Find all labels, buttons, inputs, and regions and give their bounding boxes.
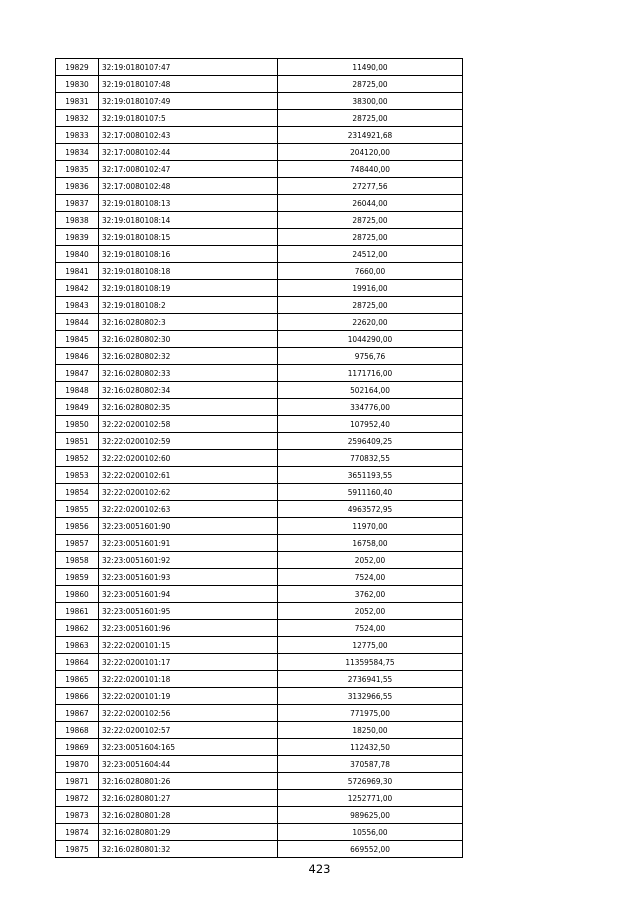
row-number-cell: 19868 [56, 722, 99, 739]
table-row [56, 93, 463, 110]
cadastral-number-cell: 32:16:0280801:27 [99, 790, 278, 807]
value-cell: 1044290,00 [278, 331, 463, 348]
table-row [56, 280, 463, 297]
value-cell: 2596409,25 [278, 433, 463, 450]
table-row [56, 433, 463, 450]
value-cell: 2736941,55 [278, 671, 463, 688]
cadastral-number-cell: 32:16:0280802:35 [99, 399, 278, 416]
value-cell: 1171716,00 [278, 365, 463, 382]
cadastral-number-cell: 32:16:0280801:26 [99, 773, 278, 790]
value-cell: 989625,00 [278, 807, 463, 824]
value-cell: 370587,78 [278, 756, 463, 773]
table-row [56, 722, 463, 739]
row-number-cell: 19832 [56, 110, 99, 127]
cadastral-number-cell: 32:23:0051601:92 [99, 552, 278, 569]
row-number-cell: 19855 [56, 501, 99, 518]
table-row [56, 535, 463, 552]
table-row [56, 501, 463, 518]
table-row [56, 212, 463, 229]
cadastral-number-cell: 32:19:0180108:13 [99, 195, 278, 212]
table-row [56, 671, 463, 688]
row-number-cell: 19862 [56, 620, 99, 637]
row-number-cell: 19857 [56, 535, 99, 552]
table-row [56, 416, 463, 433]
cadastral-number-cell: 32:23:0051601:96 [99, 620, 278, 637]
row-number-cell: 19836 [56, 178, 99, 195]
value-cell: 502164,00 [278, 382, 463, 399]
row-number-cell: 19871 [56, 773, 99, 790]
table-row [56, 467, 463, 484]
value-cell: 16758,00 [278, 535, 463, 552]
row-number-cell: 19841 [56, 263, 99, 280]
value-cell: 107952,40 [278, 416, 463, 433]
row-number-cell: 19867 [56, 705, 99, 722]
cadastral-number-cell: 32:16:0280802:34 [99, 382, 278, 399]
cadastral-number-cell: 32:22:0200102:61 [99, 467, 278, 484]
value-cell: 770832,55 [278, 450, 463, 467]
value-cell: 28725,00 [278, 297, 463, 314]
value-cell: 3762,00 [278, 586, 463, 603]
value-cell: 204120,00 [278, 144, 463, 161]
cadastral-number-cell: 32:16:0280801:32 [99, 841, 278, 858]
table-row [56, 382, 463, 399]
cadastral-number-cell: 32:16:0280801:29 [99, 824, 278, 841]
value-cell: 19916,00 [278, 280, 463, 297]
cadastral-number-cell: 32:22:0200102:63 [99, 501, 278, 518]
table-row [56, 110, 463, 127]
table-row [56, 620, 463, 637]
value-cell: 28725,00 [278, 110, 463, 127]
row-number-cell: 19847 [56, 365, 99, 382]
cadastral-number-cell: 32:23:0051601:94 [99, 586, 278, 603]
row-number-cell: 19829 [56, 59, 99, 76]
value-cell: 2314921,68 [278, 127, 463, 144]
row-number-cell: 19856 [56, 518, 99, 535]
row-number-cell: 19872 [56, 790, 99, 807]
row-number-cell: 19851 [56, 433, 99, 450]
cadastral-number-cell: 32:22:0200102:56 [99, 705, 278, 722]
table-row [56, 127, 463, 144]
table-row [56, 263, 463, 280]
value-cell: 2052,00 [278, 552, 463, 569]
value-cell: 2052,00 [278, 603, 463, 620]
table-row [56, 790, 463, 807]
table-row [56, 161, 463, 178]
row-number-cell: 19858 [56, 552, 99, 569]
cadastral-number-cell: 32:19:0180108:18 [99, 263, 278, 280]
table-row [56, 76, 463, 93]
cadastral-number-cell: 32:19:0180108:19 [99, 280, 278, 297]
value-cell: 334776,00 [278, 399, 463, 416]
cadastral-number-cell: 32:16:0280802:30 [99, 331, 278, 348]
row-number-cell: 19835 [56, 161, 99, 178]
cadastral-number-cell: 32:17:0080102:44 [99, 144, 278, 161]
value-cell: 11490,00 [278, 59, 463, 76]
cadastral-number-cell: 32:22:0200102:62 [99, 484, 278, 501]
row-number-cell: 19830 [56, 76, 99, 93]
row-number-cell: 19849 [56, 399, 99, 416]
cadastral-number-cell: 32:17:0080102:43 [99, 127, 278, 144]
table-row [56, 331, 463, 348]
row-number-cell: 19869 [56, 739, 99, 756]
cadastral-number-cell: 32:22:0200102:59 [99, 433, 278, 450]
table-row [56, 739, 463, 756]
cadastral-number-cell: 32:19:0180108:16 [99, 246, 278, 263]
row-number-cell: 19859 [56, 569, 99, 586]
cadastral-number-cell: 32:22:0200102:60 [99, 450, 278, 467]
value-cell: 3651193,55 [278, 467, 463, 484]
table-row [56, 688, 463, 705]
value-cell: 7660,00 [278, 263, 463, 280]
value-cell: 10556,00 [278, 824, 463, 841]
table-row [56, 195, 463, 212]
cadastral-number-cell: 32:22:0200101:15 [99, 637, 278, 654]
value-cell: 4963572,95 [278, 501, 463, 518]
row-number-cell: 19853 [56, 467, 99, 484]
row-number-cell: 19864 [56, 654, 99, 671]
row-number-cell: 19865 [56, 671, 99, 688]
value-cell: 11970,00 [278, 518, 463, 535]
table-row [56, 178, 463, 195]
cadastral-number-cell: 32:22:0200101:18 [99, 671, 278, 688]
value-cell: 112432,50 [278, 739, 463, 756]
row-number-cell: 19837 [56, 195, 99, 212]
records-table-body [56, 59, 463, 858]
table-row [56, 229, 463, 246]
table-row [56, 637, 463, 654]
cadastral-number-cell: 32:19:0180107:47 [99, 59, 278, 76]
cadastral-number-cell: 32:16:0280801:28 [99, 807, 278, 824]
row-number-cell: 19861 [56, 603, 99, 620]
row-number-cell: 19831 [56, 93, 99, 110]
records-table [55, 58, 463, 858]
cadastral-number-cell: 32:23:0051601:95 [99, 603, 278, 620]
cadastral-number-cell: 32:22:0200101:19 [99, 688, 278, 705]
table-row [56, 654, 463, 671]
cadastral-number-cell: 32:17:0080102:47 [99, 161, 278, 178]
value-cell: 771975,00 [278, 705, 463, 722]
table-row [56, 484, 463, 501]
cadastral-number-cell: 32:19:0180108:2 [99, 297, 278, 314]
value-cell: 24512,00 [278, 246, 463, 263]
row-number-cell: 19846 [56, 348, 99, 365]
table-row [56, 518, 463, 535]
cadastral-number-cell: 32:16:0280802:32 [99, 348, 278, 365]
row-number-cell: 19840 [56, 246, 99, 263]
cadastral-number-cell: 32:17:0080102:48 [99, 178, 278, 195]
cadastral-number-cell: 32:23:0051604:165 [99, 739, 278, 756]
cadastral-number-cell: 32:22:0200101:17 [99, 654, 278, 671]
table-row [56, 450, 463, 467]
table-row [56, 756, 463, 773]
row-number-cell: 19875 [56, 841, 99, 858]
value-cell: 1252771,00 [278, 790, 463, 807]
row-number-cell: 19873 [56, 807, 99, 824]
table-row [56, 348, 463, 365]
row-number-cell: 19843 [56, 297, 99, 314]
cadastral-number-cell: 32:23:0051601:93 [99, 569, 278, 586]
row-number-cell: 19844 [56, 314, 99, 331]
cadastral-number-cell: 32:19:0180107:48 [99, 76, 278, 93]
row-number-cell: 19850 [56, 416, 99, 433]
table-row [56, 705, 463, 722]
row-number-cell: 19834 [56, 144, 99, 161]
value-cell: 28725,00 [278, 229, 463, 246]
cadastral-number-cell: 32:19:0180107:5 [99, 110, 278, 127]
row-number-cell: 19833 [56, 127, 99, 144]
table-row [56, 569, 463, 586]
cadastral-number-cell: 32:22:0200102:57 [99, 722, 278, 739]
row-number-cell: 19848 [56, 382, 99, 399]
table-row [56, 399, 463, 416]
table-row [56, 824, 463, 841]
cadastral-number-cell: 32:19:0180107:49 [99, 93, 278, 110]
cadastral-number-cell: 32:23:0051601:91 [99, 535, 278, 552]
value-cell: 12775,00 [278, 637, 463, 654]
row-number-cell: 19842 [56, 280, 99, 297]
row-number-cell: 19852 [56, 450, 99, 467]
cadastral-number-cell: 32:19:0180108:14 [99, 212, 278, 229]
value-cell: 28725,00 [278, 76, 463, 93]
cadastral-number-cell: 32:23:0051601:90 [99, 518, 278, 535]
table-row [56, 807, 463, 824]
value-cell: 669552,00 [278, 841, 463, 858]
row-number-cell: 19838 [56, 212, 99, 229]
cadastral-number-cell: 32:23:0051604:44 [99, 756, 278, 773]
table-row [56, 246, 463, 263]
cadastral-number-cell: 32:22:0200102:58 [99, 416, 278, 433]
cadastral-number-cell: 32:16:0280802:33 [99, 365, 278, 382]
table-row [56, 603, 463, 620]
value-cell: 748440,00 [278, 161, 463, 178]
row-number-cell: 19845 [56, 331, 99, 348]
row-number-cell: 19874 [56, 824, 99, 841]
value-cell: 26044,00 [278, 195, 463, 212]
table-row [56, 59, 463, 76]
value-cell: 7524,00 [278, 569, 463, 586]
row-number-cell: 19839 [56, 229, 99, 246]
row-number-cell: 19866 [56, 688, 99, 705]
row-number-cell: 19870 [56, 756, 99, 773]
row-number-cell: 19860 [56, 586, 99, 603]
cadastral-number-cell: 32:16:0280802:3 [99, 314, 278, 331]
value-cell: 11359584,75 [278, 654, 463, 671]
value-cell: 7524,00 [278, 620, 463, 637]
table-row [56, 552, 463, 569]
cadastral-number-cell: 32:19:0180108:15 [99, 229, 278, 246]
value-cell: 5911160,40 [278, 484, 463, 501]
table-row [56, 841, 463, 858]
page-number: 423 [308, 862, 331, 876]
value-cell: 22620,00 [278, 314, 463, 331]
table-row [56, 144, 463, 161]
table-row [56, 586, 463, 603]
row-number-cell: 19854 [56, 484, 99, 501]
value-cell: 9756,76 [278, 348, 463, 365]
table-row [56, 365, 463, 382]
table-row [56, 314, 463, 331]
value-cell: 3132966,55 [278, 688, 463, 705]
value-cell: 5726969,30 [278, 773, 463, 790]
value-cell: 18250,00 [278, 722, 463, 739]
value-cell: 28725,00 [278, 212, 463, 229]
row-number-cell: 19863 [56, 637, 99, 654]
table-row [56, 297, 463, 314]
table-row [56, 773, 463, 790]
value-cell: 27277,56 [278, 178, 463, 195]
value-cell: 38300,00 [278, 93, 463, 110]
